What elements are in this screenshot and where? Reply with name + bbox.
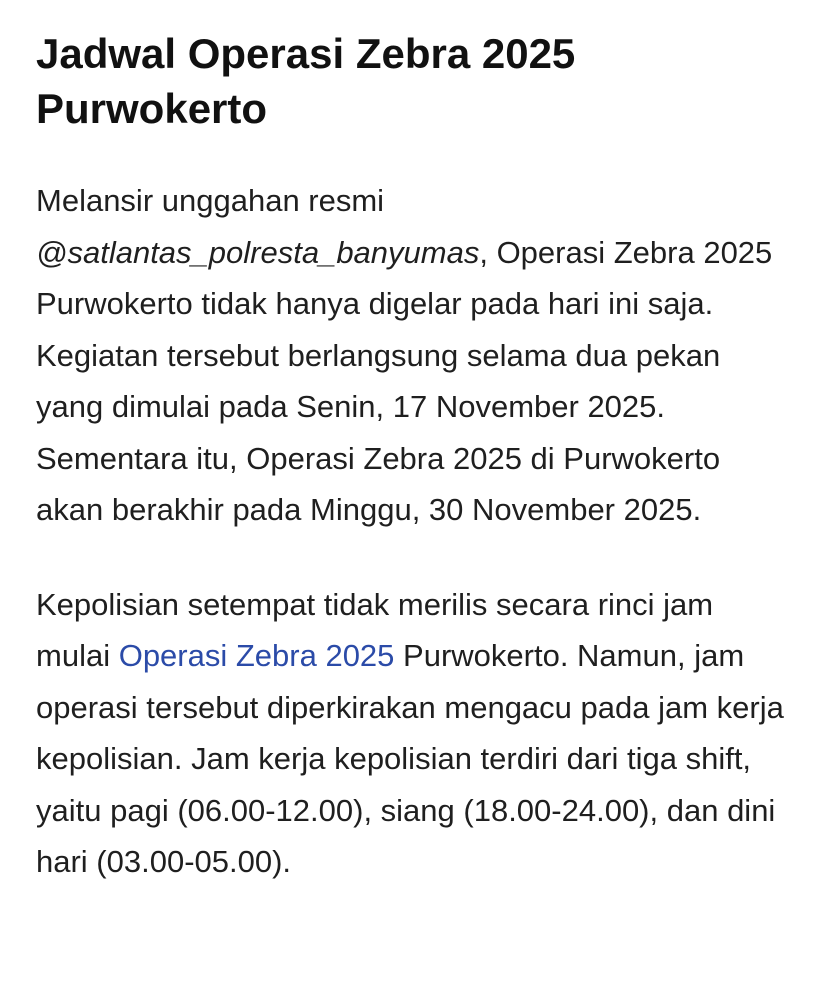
operasi-zebra-link[interactable]: Operasi Zebra 2025 bbox=[118, 638, 395, 673]
paragraph-schedule bbox=[36, 175, 785, 536]
paragraph-text-before-link: Kepolisian setempat tidak merilis secara rinci jam mulai bbox=[36, 586, 714, 673]
paragraph-hours bbox=[36, 579, 785, 888]
instagram-handle: @satlantas_polresta_banyumas bbox=[36, 234, 480, 270]
paragraph-body-text: , Operasi Zebra 2025 Purwokerto tidak hanya digelar pada hari ini saja. Kegiatan tersebut berlangsung selama dua pekan yang dimulai pada Senin, 17 November 2025. Sementara itu, Operasi Zebra 2025 di Purwokerto akan berakhir pada Minggu, 30 November 2025. bbox=[36, 234, 773, 527]
paragraph-intro-text: Melansir unggahan resmi bbox=[36, 183, 385, 218]
paragraph-text-after-link: Purwokerto. Namun, jam operasi tersebut diperkirakan mengacu pada jam kerja kepolisian. Jam kerja kepolisian terdiri dari tiga shift, yaitu pagi (06.00-12.00), siang (18.00-24.00), dan dini hari (03.00-05.00). bbox=[36, 638, 784, 879]
article-title: Jadwal Operasi Zebra 2025 Purwokerto bbox=[36, 30, 576, 132]
